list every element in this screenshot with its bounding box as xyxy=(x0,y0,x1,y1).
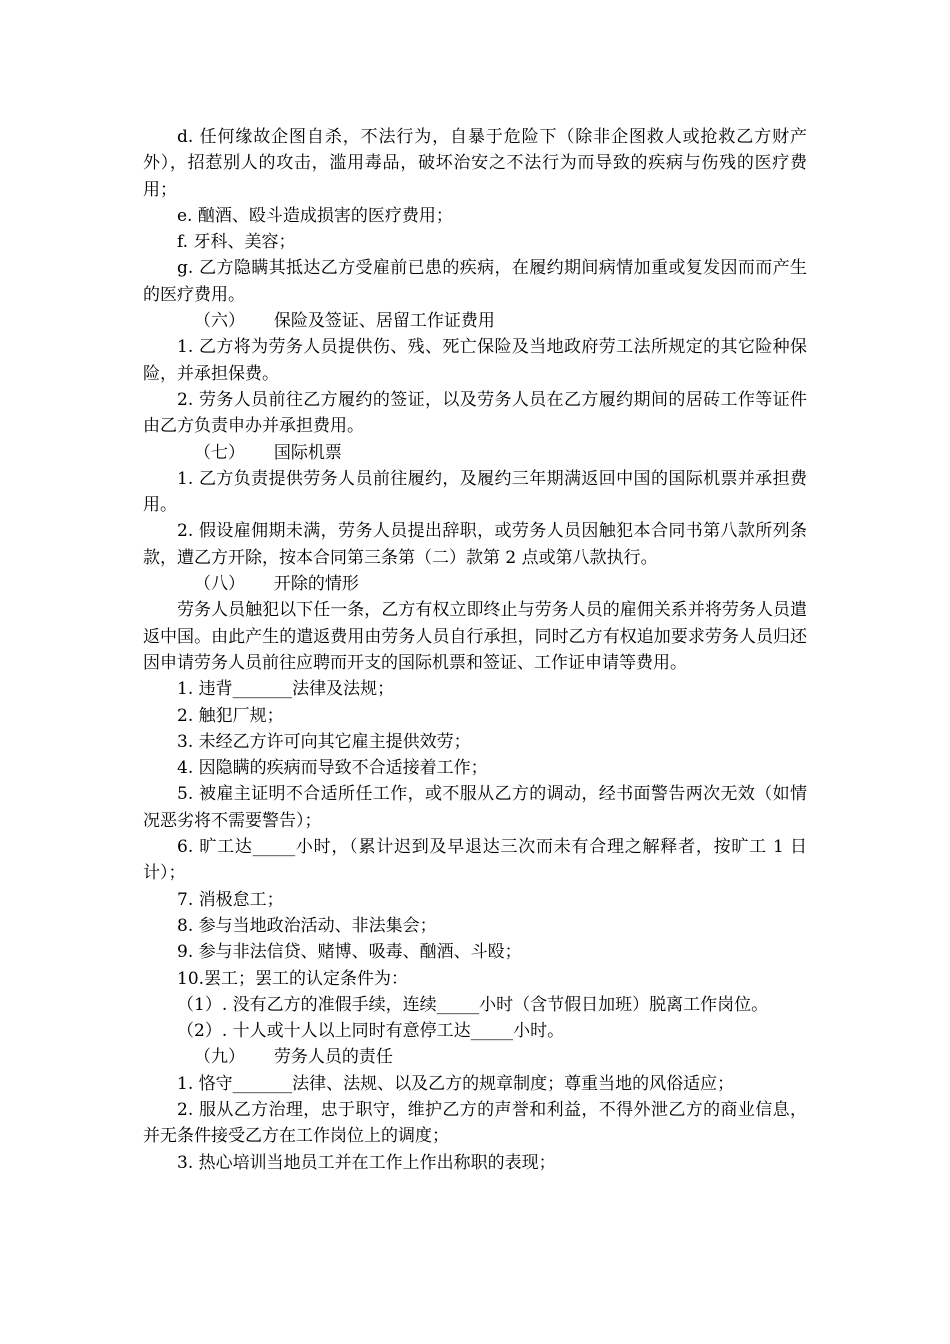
section-heading-9 xyxy=(143,1044,807,1070)
duty-item-2: 2. 服从乙方治理，忠于职守，维护乙方的声誉和利益，不得外泄乙方的商业信息，并无条件接受乙方在工作岗位上的调度； xyxy=(143,1099,807,1147)
section-title: 保险及签证、居留工作证费用 xyxy=(273,311,495,332)
ticket-item-2: 2. 假设雇佣期未满，劳务人员提出辞职，或劳务人员因触犯本合同书第八款所列条款，遭乙方开除，按本合同第三条第（二）款第 2 点或第八款执行。 xyxy=(143,521,807,568)
section-title: 国际机票 xyxy=(273,442,342,463)
dismissal-item-2: 2. 触犯厂规； xyxy=(177,705,284,726)
section-heading-7 xyxy=(143,440,807,466)
dismissal-item-1: 1. 违背_______法律及法规； xyxy=(177,679,395,700)
section-number: （七） xyxy=(194,442,245,463)
dismissal-item-7: 7. 消极怠工； xyxy=(177,889,284,910)
dismissal-intro: 劳务人员触犯以下任一条，乙方有权立即终止与劳务人员的雇佣关系并将劳务人员遣返中国。由此产生的遣返费用由劳务人员自行承担，同时乙方有权追加要求劳务人员归还因申请劳务人员前往应聘而开支的国际机票和签证、工作证申请等费用。 xyxy=(143,600,807,673)
dismissal-item-5: 5. 被雇主证明不合适所任工作，或不服从乙方的调动，经书面警告两次无效（如情况恶劣将不需要警告）； xyxy=(143,784,807,831)
section-heading-8 xyxy=(143,571,807,597)
insurance-item-2: 2. 劳务人员前往乙方履约的签证，以及劳务人员在乙方履约期间的居砖工作等证件由乙方负责申办并承担费用。 xyxy=(143,389,807,437)
duty-item-1: 1. 恪守_______法律、法规、以及乙方的规章制度；尊重当地的风俗适应； xyxy=(177,1073,735,1094)
clause-g: g. 乙方隐瞒其抵达乙方受雇前已患的疾病，在履约期间病情加重或复发因而而产生的医疗费用。 xyxy=(143,258,807,305)
section-number: （六） xyxy=(194,311,245,332)
insurance-item-1: 1. 乙方将为劳务人员提供伤、残、死亡保险及当地政府劳工法所规定的其它险种保险，并承担保费。 xyxy=(143,337,807,384)
section-number: （八） xyxy=(194,574,245,595)
clause-d: d. 任何缘故企图自杀，不法行为，自暴于危险下（除非企图救人或抢救乙方财产外），招惹别人的攻击，滥用毒品，破坏治安之不法行为而导致的疾病与伤残的医疗费用； xyxy=(143,127,807,200)
dismissal-item-9: 9. 参与非法信贷、赌博、吸毒、酗酒、斗殴； xyxy=(177,942,522,963)
dismissal-item-3: 3. 未经乙方许可向其它雇主提供效劳； xyxy=(177,731,471,752)
section-title: 劳务人员的责任 xyxy=(273,1047,393,1068)
clause-f: f. 牙科、美容； xyxy=(177,232,296,253)
strike-condition-1: （1）. 没有乙方的准假手续，连续_____小时（含节假日加班）脱离工作岗位。 xyxy=(177,994,769,1015)
strike-condition-2: （2）. 十人或十人以上同时有意停工达_____小时。 xyxy=(177,1021,565,1042)
section-heading-6 xyxy=(143,308,807,334)
ticket-item-1: 1. 乙方负责提供劳务人员前往履约，及履约三年期满返回中国的国际机票并承担费用。 xyxy=(143,468,807,516)
dismissal-item-4: 4. 因隐瞒的疾病而导致不合适接着工作； xyxy=(177,758,488,779)
contract-body xyxy=(143,124,807,1176)
dismissal-item-10: 10.罢工；罢工的认定条件为： xyxy=(177,968,409,989)
clause-e: e. 酗酒、殴斗造成损害的医疗费用； xyxy=(177,205,453,226)
section-title: 开除的情形 xyxy=(273,574,359,595)
section-number: （九） xyxy=(194,1047,245,1068)
dismissal-item-6: 6. 旷工达_____小时，（累计迟到及早退达三次而未有合理之解释者，按旷工 1 日计）； xyxy=(143,837,807,884)
duty-item-3: 3. 热心培训当地员工并在工作上作出称职的表现； xyxy=(177,1152,556,1173)
dismissal-item-8: 8. 参与当地政治活动、非法集会； xyxy=(177,915,437,936)
